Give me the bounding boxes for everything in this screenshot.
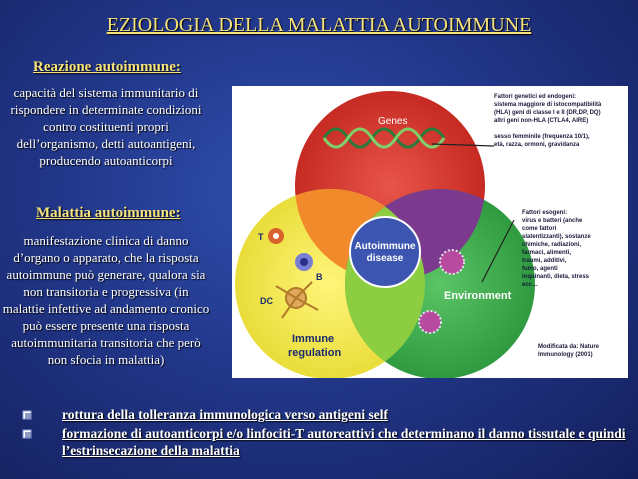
immune-label-1: Immune bbox=[292, 333, 335, 345]
note-env-line: farmaci, alimenti, bbox=[522, 250, 572, 256]
note-env-line: traumi, additivi, bbox=[522, 258, 567, 264]
bullet-list bbox=[20, 406, 630, 461]
note-env-line: ecc… bbox=[522, 282, 539, 288]
environment-label: Environment bbox=[444, 290, 512, 302]
bullet-item bbox=[20, 406, 630, 423]
note-genes-line: Fattori genetici ed endogeni: bbox=[494, 94, 577, 100]
note-env-line: virus e batteri (anche bbox=[522, 218, 583, 224]
virus-icon-1 bbox=[440, 250, 464, 274]
square-bullet-icon bbox=[22, 410, 32, 420]
credit-line: Modificata da: Nature bbox=[538, 344, 600, 350]
slide-title: EZIOLOGIA DELLA MALATTIA AUTOIMMUNE bbox=[106, 14, 532, 36]
note-env-line: come fattori bbox=[522, 226, 557, 232]
center-label-2: disease bbox=[366, 253, 404, 264]
center-label-1: Autoimmune bbox=[354, 241, 416, 252]
heading-malattia: Malattia autoimmune: bbox=[36, 205, 181, 221]
note-genes-line: (HLA) geni di classe I e II (DR,DP, DQ) bbox=[494, 110, 601, 116]
note-genes-line: sistema maggiore di istocompatibilità bbox=[494, 102, 602, 108]
bullet-text: rottura della tolleranza immunologica verso antigeni self bbox=[62, 407, 388, 422]
note-env-line: slatentizzanti), sostanze bbox=[522, 234, 591, 240]
dc-cell-label: DC bbox=[260, 296, 273, 306]
immune-label-2: regulation bbox=[288, 347, 342, 359]
center-disease-circle bbox=[350, 217, 420, 287]
text-malattia: manifestazione clinica di danno d’organo o apparato, che la risposta autoimmune può generare, qualora sia non transitoria e progressiva (in malattie infettive ad andamento cronico può essere presente una risposta autoimmunitaria transitoria che però non sfocia in malattia) bbox=[2, 233, 210, 367]
virus-icon-2 bbox=[419, 311, 441, 333]
bullet-text: formazione di autoanticorpi e/o linfociti-T autoreattivi che determinano il danno tissutale e quindi l’estrinsecazione della malattia bbox=[62, 426, 626, 458]
genes-label: Genes bbox=[378, 116, 408, 127]
note-env-line: fumo, agenti bbox=[522, 266, 558, 272]
note-environment bbox=[522, 210, 591, 288]
note-genes-line: altri geni non-HLA (CTLA4, AIRE) bbox=[494, 118, 589, 124]
b-cell-icon bbox=[295, 253, 313, 271]
note-env-line: inquinanti, dieta, stress bbox=[522, 274, 590, 280]
figure-credit bbox=[538, 344, 600, 358]
t-cell-label: T bbox=[258, 232, 264, 242]
note-env-line: chimiche, radiazioni, bbox=[522, 242, 582, 248]
text-reazione: capacità del sistema immunitario di rispondere in determinate condizioni contro costituenti propri dell’organismo, detti autoantigeni, producendo autoanticorpi bbox=[10, 85, 202, 168]
t-cell-icon bbox=[268, 228, 284, 244]
heading-reazione: Reazione autoimmune: bbox=[33, 59, 181, 75]
note-env-line: Fattori esogeni: bbox=[522, 210, 568, 216]
b-cell-label: B bbox=[316, 272, 323, 282]
venn-figure bbox=[232, 86, 628, 378]
note-genes-line: sesso femminile (frequenza 10/1), bbox=[494, 134, 590, 140]
credit-line: Immunology (2001) bbox=[538, 352, 593, 358]
square-bullet-icon bbox=[22, 429, 32, 439]
note-genes-line: età, razza, ormoni, gravidanza bbox=[494, 142, 580, 148]
note-genes bbox=[494, 94, 602, 148]
bullet-item bbox=[20, 425, 630, 459]
